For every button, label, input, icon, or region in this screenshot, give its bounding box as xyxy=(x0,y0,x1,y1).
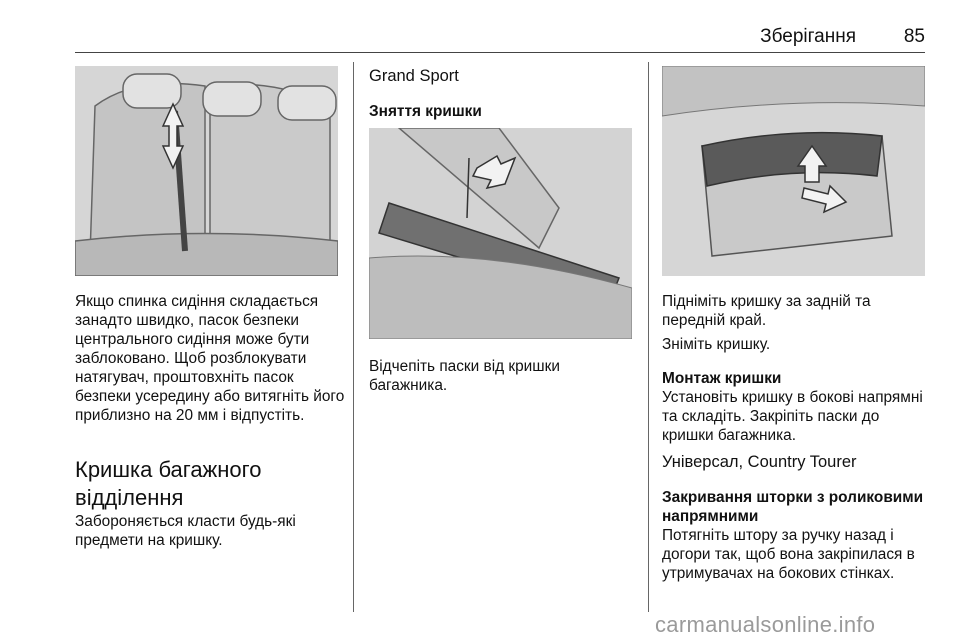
install-paragraph: Установіть кришку в бокові напрямні та складіть. Закріпіть паски до кришки багажника. xyxy=(662,389,923,444)
rear-seat-illustration xyxy=(75,66,338,276)
remove-cover-paragraph: Зніміть кришку. xyxy=(662,336,771,353)
detach-straps-paragraph: Відчепіть паски від кришки багажника. xyxy=(369,358,560,394)
removal-subheading: Зняття кришки xyxy=(369,103,482,120)
section-heading: Кришка багажного відділення xyxy=(75,457,262,510)
cover-removal-illustration xyxy=(369,128,632,339)
cover-paragraph: Забороняється класти будь-які предмети на кришку. xyxy=(75,513,296,549)
grand-sport-heading: Grand Sport xyxy=(369,67,459,85)
lift-cover-paragraph: Підніміть кришку за задній та передній край. xyxy=(662,293,871,329)
seatbelt-paragraph: Якщо спинка сидіння складається занадто швидко, пасок безпеки центрального сидіння може бути заблоковано. Щоб розблокувати натягувач, проштовхніть пасок безпеки усередину або витягніть його приблизно на 20 мм і відпустіть. xyxy=(75,293,345,424)
page-title: Зберігання xyxy=(760,26,856,47)
column-divider-1 xyxy=(353,62,354,612)
roller-blind-subheading: Закривання шторки з роликовими напрямними xyxy=(662,489,924,525)
install-subheading: Монтаж кришки xyxy=(662,370,782,387)
wagon-heading: Універсал, Country Tourer xyxy=(662,453,857,471)
page-number: 85 xyxy=(903,26,925,47)
header-divider xyxy=(75,52,925,53)
watermark: carmanualsonline.info xyxy=(655,612,876,637)
column-divider-2 xyxy=(648,62,649,612)
trunk-cover-illustration xyxy=(662,66,925,276)
roller-blind-paragraph: Потягніть штору за ручку назад і догори так, щоб вона закріпилася в утримувачах на бокових стінках. xyxy=(662,527,915,582)
